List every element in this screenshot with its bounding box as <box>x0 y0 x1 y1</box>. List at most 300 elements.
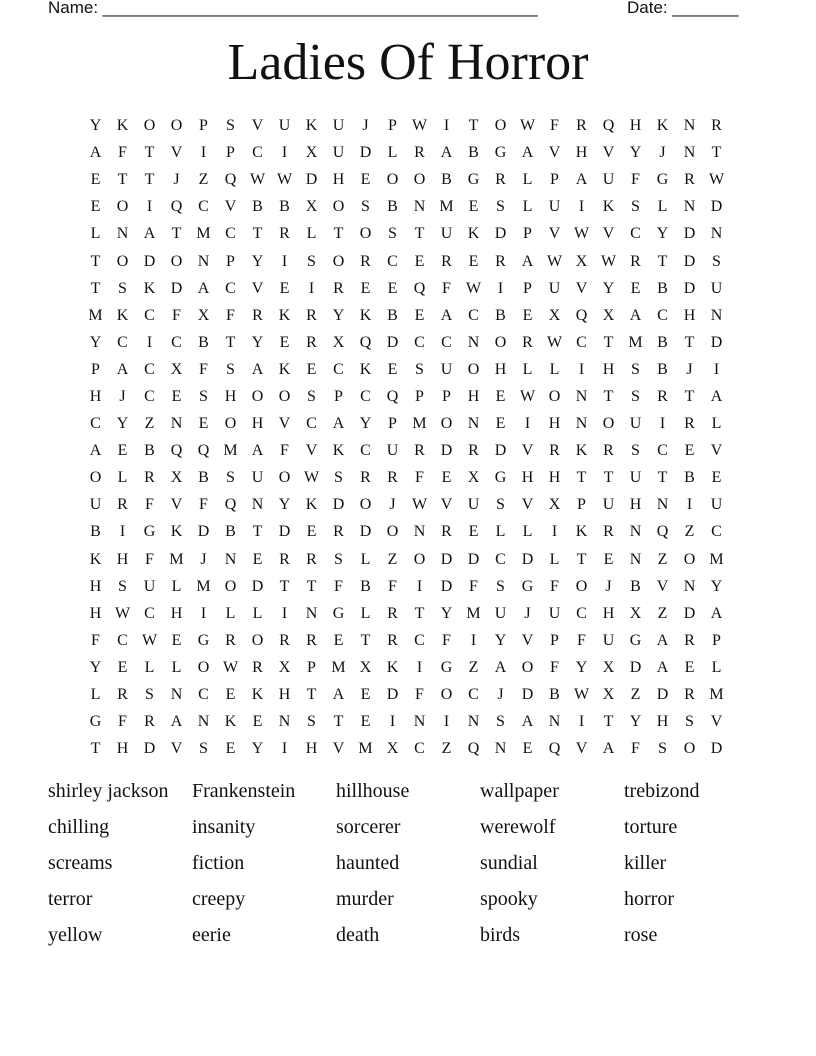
grid-letter: W <box>600 252 617 270</box>
word-bank-item: rose <box>624 923 658 946</box>
grid-letter: V <box>548 144 561 162</box>
grid-letter: Q <box>197 442 210 460</box>
word-bank-item: insanity <box>192 816 256 839</box>
grid-letter: P <box>307 658 316 676</box>
grid-letter: L <box>522 360 533 378</box>
word-bank-item: hillhouse <box>336 780 410 803</box>
grid-letter: F <box>226 306 235 324</box>
grid-letter: C <box>306 415 317 433</box>
grid-letter: I <box>443 117 450 135</box>
grid-letter: S <box>631 360 640 378</box>
grid-letter: B <box>657 333 668 351</box>
grid-letter: L <box>90 686 101 704</box>
grid-letter: K <box>332 442 345 460</box>
grid-letter: E <box>360 279 371 297</box>
grid-letter: E <box>468 252 479 270</box>
grid-letter: N <box>413 198 426 216</box>
grid-letter: S <box>658 740 667 758</box>
grid-letter: E <box>306 360 317 378</box>
grid-letter: L <box>171 577 182 595</box>
grid-letter: D <box>359 144 372 162</box>
grid-letter: I <box>308 279 315 297</box>
grid-letter: I <box>281 740 288 758</box>
grid-letter: G <box>143 523 156 541</box>
grid-letter: L <box>171 658 182 676</box>
grid-letter: D <box>521 550 534 568</box>
grid-letter: N <box>197 252 210 270</box>
word-bank-item: killer <box>624 851 667 874</box>
grid-letter: R <box>549 442 560 460</box>
word-bank-item: sorcerer <box>336 816 401 839</box>
grid-letter: B <box>225 523 236 541</box>
grid-letter: R <box>387 469 398 487</box>
grid-letter: Z <box>387 550 398 568</box>
grid-letter: U <box>386 442 399 460</box>
grid-letter: A <box>521 144 534 162</box>
grid-letter: E <box>171 387 182 405</box>
grid-letter: B <box>657 279 668 297</box>
grid-letter: N <box>629 550 642 568</box>
grid-letter: U <box>602 631 615 649</box>
grid-letter: D <box>278 523 291 541</box>
grid-letter: R <box>387 604 398 622</box>
grid-letter: T <box>414 604 425 622</box>
grid-letter: S <box>226 117 235 135</box>
grid-letter: V <box>170 496 183 514</box>
word-bank-item: Frankenstein <box>192 780 296 803</box>
grid-letter: B <box>252 198 263 216</box>
grid-letter: A <box>197 279 210 297</box>
grid-letter: H <box>224 387 237 405</box>
grid-letter: V <box>575 279 588 297</box>
grid-letter: R <box>603 442 614 460</box>
grid-letter: D <box>521 686 534 704</box>
grid-letter: C <box>387 252 398 270</box>
grid-letter: B <box>90 523 101 541</box>
grid-letter: R <box>117 496 128 514</box>
grid-letter: K <box>170 523 183 541</box>
grid-letter: K <box>305 117 318 135</box>
grid-letter: I <box>713 360 720 378</box>
grid-letter: U <box>89 496 102 514</box>
grid-letter: W <box>411 117 428 135</box>
grid-letter: V <box>602 225 615 243</box>
grid-row <box>82 410 730 437</box>
grid-letter: R <box>576 117 587 135</box>
grid-letter: R <box>495 252 506 270</box>
grid-letter: O <box>359 496 372 514</box>
grid-letter: R <box>306 550 317 568</box>
grid-letter: E <box>225 686 236 704</box>
grid-row <box>82 437 730 464</box>
grid-letter: I <box>686 496 693 514</box>
grid-letter: J <box>497 686 504 704</box>
grid-row <box>82 383 730 410</box>
grid-letter: F <box>631 171 640 189</box>
grid-letter: N <box>575 415 588 433</box>
grid-letter: W <box>546 333 563 351</box>
grid-letter: F <box>415 686 424 704</box>
grid-letter: J <box>605 577 612 595</box>
grid-letter: K <box>251 686 264 704</box>
grid-row <box>82 247 730 274</box>
grid-letter: I <box>416 577 423 595</box>
word-bank-item: wallpaper <box>480 780 559 803</box>
grid-letter: R <box>360 469 371 487</box>
word-bank-item: werewolf <box>480 816 556 839</box>
grid-letter: W <box>303 469 320 487</box>
grid-letter: D <box>683 279 696 297</box>
grid-letter: Y <box>278 496 291 514</box>
grid-letter: X <box>548 306 561 324</box>
grid-letter: X <box>575 252 588 270</box>
grid-letter: K <box>305 496 318 514</box>
grid-letter: O <box>170 117 183 135</box>
grid-letter: U <box>710 279 723 297</box>
grid-letter: Q <box>602 117 615 135</box>
grid-letter: H <box>116 550 129 568</box>
grid-letter: D <box>305 171 318 189</box>
grid-letter: Y <box>629 713 642 731</box>
grid-letter: O <box>386 523 399 541</box>
grid-letter: A <box>440 144 453 162</box>
grid-letter: M <box>709 686 724 704</box>
grid-letter: O <box>494 117 507 135</box>
grid-letter: B <box>549 686 560 704</box>
grid-letter: N <box>629 523 642 541</box>
word-bank-item: screams <box>48 851 113 874</box>
grid-letter: D <box>359 523 372 541</box>
grid-letter: F <box>118 144 127 162</box>
grid-letter: H <box>656 713 669 731</box>
grid-letter: A <box>143 225 156 243</box>
grid-letter: O <box>278 387 291 405</box>
grid-letter: N <box>467 415 480 433</box>
grid-letter: U <box>602 496 615 514</box>
grid-letter: O <box>575 577 588 595</box>
grid-letter: F <box>118 713 127 731</box>
grid-letter: C <box>576 604 587 622</box>
grid-letter: L <box>225 604 236 622</box>
word-bank-row <box>48 846 768 882</box>
grid-letter: C <box>117 333 128 351</box>
grid-letter: T <box>90 279 101 297</box>
grid-letter: R <box>468 442 479 460</box>
grid-letter: F <box>442 279 451 297</box>
grid-letter: N <box>170 415 183 433</box>
grid-letter: K <box>143 279 156 297</box>
grid-letter: E <box>414 306 425 324</box>
grid-letter: S <box>199 740 208 758</box>
grid-letter: I <box>578 713 585 731</box>
grid-letter: K <box>359 306 372 324</box>
letter-grid <box>82 112 730 762</box>
grid-letter: Z <box>630 686 641 704</box>
grid-letter: C <box>117 631 128 649</box>
grid-letter: R <box>225 631 236 649</box>
grid-letter: W <box>573 225 590 243</box>
grid-letter: Y <box>251 740 264 758</box>
grid-letter: E <box>387 360 398 378</box>
grid-letter: T <box>603 387 614 405</box>
grid-letter: D <box>683 252 696 270</box>
grid-letter: I <box>281 604 288 622</box>
grid-letter: P <box>199 117 208 135</box>
grid-letter: D <box>332 496 345 514</box>
grid-letter: Y <box>89 333 102 351</box>
grid-letter: W <box>276 171 293 189</box>
grid-letter: G <box>89 713 102 731</box>
grid-letter: G <box>629 631 642 649</box>
grid-letter: O <box>683 740 696 758</box>
grid-letter: E <box>414 252 425 270</box>
grid-letter: R <box>495 171 506 189</box>
grid-letter: V <box>251 117 264 135</box>
grid-letter: U <box>494 604 507 622</box>
grid-letter: E <box>306 523 317 541</box>
grid-letter: B <box>495 306 506 324</box>
grid-letter: O <box>116 198 129 216</box>
grid-letter: T <box>144 144 155 162</box>
grid-letter: C <box>414 740 425 758</box>
grid-letter: E <box>252 713 263 731</box>
grid-letter: M <box>709 550 724 568</box>
grid-letter: I <box>578 198 585 216</box>
name-field-label: Name: ______________________________________________ <box>48 0 538 17</box>
grid-letter: A <box>656 631 669 649</box>
grid-letter: E <box>684 442 695 460</box>
grid-letter: V <box>305 442 318 460</box>
grid-letter: P <box>550 171 559 189</box>
grid-letter: S <box>496 713 505 731</box>
grid-letter: N <box>413 523 426 541</box>
grid-letter: R <box>684 686 695 704</box>
grid-letter: S <box>145 686 154 704</box>
grid-letter: I <box>200 144 207 162</box>
grid-letter: Z <box>144 415 155 433</box>
grid-letter: X <box>278 658 291 676</box>
word-bank-item: eerie <box>192 923 231 946</box>
grid-letter: O <box>521 658 534 676</box>
grid-letter: O <box>224 577 237 595</box>
grid-letter: R <box>333 523 344 541</box>
grid-letter: K <box>278 306 291 324</box>
grid-letter: E <box>684 658 695 676</box>
word-bank-item: terror <box>48 887 93 910</box>
grid-letter: T <box>90 252 101 270</box>
word-bank <box>48 774 768 953</box>
grid-letter: C <box>252 144 263 162</box>
grid-row <box>82 220 730 247</box>
grid-letter: W <box>465 279 482 297</box>
grid-letter: A <box>602 740 615 758</box>
grid-letter: E <box>468 523 479 541</box>
grid-letter: N <box>683 577 696 595</box>
grid-letter: P <box>712 631 721 649</box>
grid-letter: E <box>495 387 506 405</box>
grid-letter: O <box>413 171 426 189</box>
grid-letter: R <box>144 713 155 731</box>
grid-letter: S <box>496 198 505 216</box>
grid-letter: T <box>603 469 614 487</box>
grid-letter: B <box>468 144 479 162</box>
grid-letter: Y <box>89 658 102 676</box>
grid-letter: D <box>683 225 696 243</box>
grid-row <box>82 464 730 491</box>
grid-letter: B <box>387 306 398 324</box>
grid-letter: C <box>441 333 452 351</box>
grid-letter: G <box>656 171 669 189</box>
grid-letter: Z <box>657 604 668 622</box>
grid-letter: I <box>281 252 288 270</box>
grid-letter: G <box>494 144 507 162</box>
grid-letter: X <box>629 604 642 622</box>
grid-letter: V <box>278 415 291 433</box>
grid-letter: U <box>251 469 264 487</box>
grid-letter: B <box>360 577 371 595</box>
grid-letter: W <box>222 658 239 676</box>
grid-letter: W <box>573 686 590 704</box>
grid-letter: E <box>360 713 371 731</box>
grid-letter: V <box>332 740 345 758</box>
grid-letter: V <box>521 631 534 649</box>
grid-letter: S <box>496 496 505 514</box>
grid-letter: Q <box>413 279 426 297</box>
word-bank-item: haunted <box>336 851 400 874</box>
grid-letter: M <box>196 225 211 243</box>
grid-row <box>82 356 730 383</box>
grid-letter: R <box>414 442 425 460</box>
grid-letter: L <box>387 144 398 162</box>
word-bank-item: trebizond <box>624 780 700 803</box>
grid-letter: C <box>414 333 425 351</box>
grid-letter: O <box>332 198 345 216</box>
grid-letter: L <box>711 415 722 433</box>
grid-letter: O <box>359 225 372 243</box>
grid-letter: V <box>521 442 534 460</box>
word-bank-item: fiction <box>192 851 245 874</box>
grid-letter: Z <box>684 523 695 541</box>
grid-letter: C <box>225 279 236 297</box>
grid-letter: K <box>386 658 399 676</box>
grid-letter: X <box>170 360 183 378</box>
grid-letter: S <box>631 198 640 216</box>
grid-row <box>82 681 730 708</box>
grid-letter: V <box>602 144 615 162</box>
grid-letter: O <box>683 550 696 568</box>
word-bank-row <box>48 774 768 810</box>
grid-row <box>82 627 730 654</box>
grid-letter: Q <box>386 387 399 405</box>
grid-letter: B <box>198 333 209 351</box>
grid-letter: S <box>334 550 343 568</box>
grid-letter: S <box>712 252 721 270</box>
grid-letter: K <box>224 713 237 731</box>
grid-letter: C <box>711 523 722 541</box>
grid-letter: L <box>549 550 560 568</box>
grid-letter: O <box>413 550 426 568</box>
grid-letter: B <box>441 171 452 189</box>
grid-letter: V <box>440 496 453 514</box>
grid-letter: Z <box>198 171 209 189</box>
grid-letter: N <box>683 144 696 162</box>
grid-letter: E <box>441 469 452 487</box>
grid-letter: P <box>334 387 343 405</box>
grid-letter: C <box>225 225 236 243</box>
grid-letter: D <box>629 658 642 676</box>
grid-letter: N <box>656 496 669 514</box>
grid-letter: L <box>522 523 533 541</box>
grid-letter: W <box>708 171 725 189</box>
grid-letter: T <box>603 333 614 351</box>
grid-letter: L <box>306 225 317 243</box>
grid-letter: C <box>468 686 479 704</box>
grid-letter: L <box>495 523 506 541</box>
grid-letter: A <box>332 415 345 433</box>
grid-letter: E <box>198 415 209 433</box>
grid-letter: P <box>523 225 532 243</box>
grid-letter: C <box>144 306 155 324</box>
grid-letter: C <box>333 360 344 378</box>
grid-letter: B <box>630 577 641 595</box>
grid-letter: R <box>117 686 128 704</box>
grid-letter: T <box>171 225 182 243</box>
grid-letter: T <box>333 225 344 243</box>
grid-letter: R <box>441 523 452 541</box>
grid-letter: P <box>226 144 235 162</box>
grid-letter: K <box>116 306 129 324</box>
grid-letter: H <box>548 469 561 487</box>
grid-letter: E <box>279 333 290 351</box>
grid-letter: O <box>143 117 156 135</box>
grid-row <box>82 275 730 302</box>
grid-letter: M <box>412 415 427 433</box>
grid-letter: P <box>415 387 424 405</box>
grid-letter: T <box>90 740 101 758</box>
grid-letter: C <box>144 387 155 405</box>
grid-letter: P <box>388 415 397 433</box>
grid-letter: T <box>306 577 317 595</box>
grid-letter: S <box>361 198 370 216</box>
grid-letter: E <box>90 198 101 216</box>
grid-letter: U <box>548 604 561 622</box>
grid-letter: V <box>170 144 183 162</box>
grid-row <box>82 654 730 681</box>
grid-letter: S <box>226 469 235 487</box>
grid-row <box>82 139 730 166</box>
grid-letter: L <box>360 550 371 568</box>
grid-letter: R <box>306 306 317 324</box>
grid-letter: I <box>578 360 585 378</box>
grid-letter: T <box>657 469 668 487</box>
grid-letter: V <box>170 740 183 758</box>
grid-letter: L <box>522 198 533 216</box>
grid-letter: J <box>173 171 180 189</box>
grid-letter: T <box>117 171 128 189</box>
grid-letter: D <box>197 523 210 541</box>
grid-letter: R <box>684 415 695 433</box>
word-bank-item: horror <box>624 887 674 910</box>
grid-letter: S <box>307 713 316 731</box>
grid-letter: U <box>332 144 345 162</box>
grid-letter: P <box>91 360 100 378</box>
grid-letter: I <box>443 713 450 731</box>
grid-letter: D <box>170 279 183 297</box>
grid-letter: E <box>279 279 290 297</box>
grid-row <box>82 708 730 735</box>
grid-letter: S <box>118 279 127 297</box>
grid-letter: K <box>359 360 372 378</box>
